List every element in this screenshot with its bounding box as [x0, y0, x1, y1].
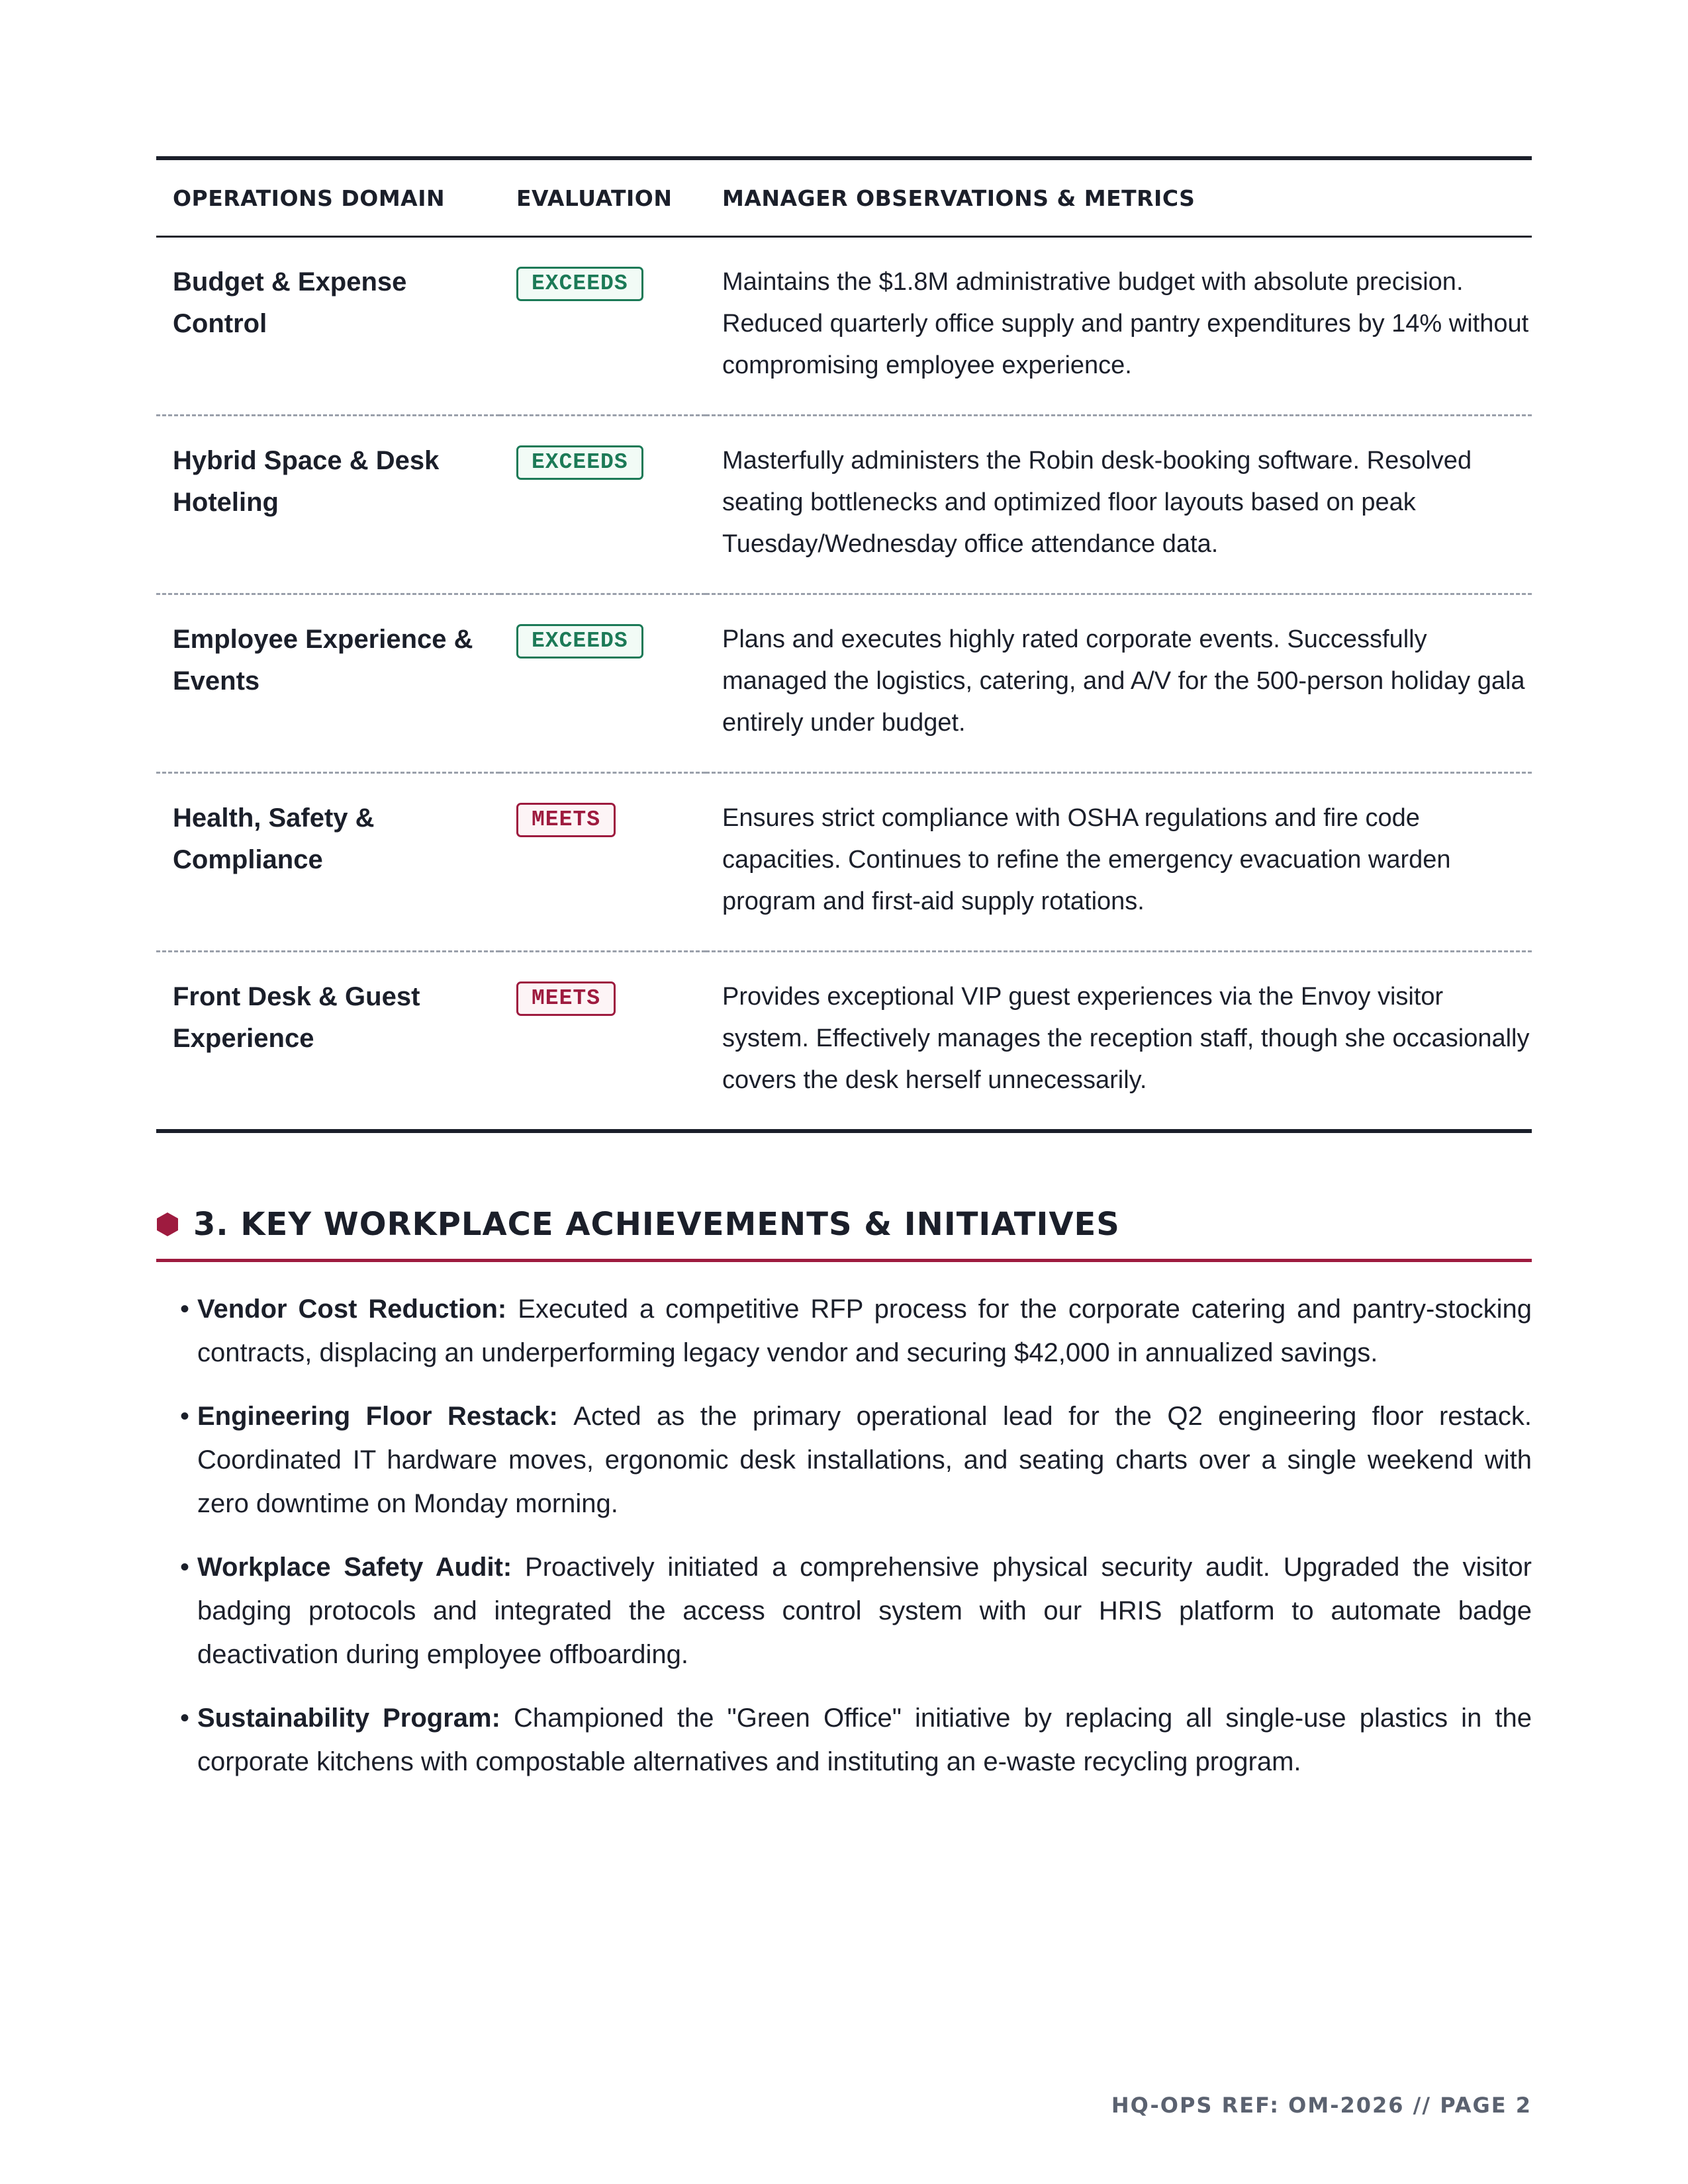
table-row	[156, 237, 1532, 416]
rating-badge: EXCEEDS	[516, 267, 643, 301]
bullet-text: Proactively initiated a comprehensive physical security audit. Upgraded the visitor badging protocols and integrated the access control system with our HRIS platform to automate badge deactivation during employee offboarding.	[197, 1553, 1532, 1669]
observation-cell: Plans and executes highly rated corporate events. Successfully managed the logistics, catering, and A/V for the 500-person holiday gala entirely under budget.	[722, 625, 1525, 737]
evaluation-table	[156, 156, 1532, 1133]
bullet-dot: •	[180, 1553, 190, 1582]
domain-cell: Budget & Expense Control	[173, 267, 407, 338]
achievements-list	[156, 1287, 1532, 1784]
observation-cell: Ensures strict compliance with OSHA regulations and fire code capacities. Continues to refine the emergency evacuation warden program and first-aid supply rotations.	[722, 804, 1451, 915]
domain-cell: Employee Experience & Events	[173, 625, 473, 696]
section-heading	[156, 1206, 1532, 1262]
table-header-row	[156, 158, 1532, 237]
section-title: 3. KEY WORKPLACE ACHIEVEMENTS & INITIATIVES	[193, 1206, 1120, 1243]
table-row	[156, 773, 1532, 952]
bullet-text: Executed a competitive RFP process for the corporate catering and pantry-stocking contracts, displacing an underperforming legacy vendor and securing $42,000 in annualized savings.	[197, 1295, 1532, 1367]
table-row	[156, 416, 1532, 594]
list-item	[156, 1696, 1532, 1784]
rating-badge: MEETS	[516, 803, 616, 837]
observation-cell: Maintains the $1.8M administrative budget with absolute precision. Reduced quarterly office supply and pantry expenditures by 14% without compromising employee experience.	[722, 268, 1529, 379]
table-row	[156, 594, 1532, 773]
header-observations: MANAGER OBSERVATIONS & METRICS	[722, 185, 1196, 211]
domain-cell: Health, Safety & Compliance	[173, 803, 375, 874]
list-item	[156, 1545, 1532, 1676]
page-footer: HQ-OPS REF: OM-2026 // PAGE 2	[1111, 2093, 1532, 2118]
header-evaluation: EVALUATION	[516, 185, 673, 211]
bullet-dot: •	[180, 1402, 190, 1431]
bullet-dot: •	[180, 1295, 190, 1324]
table-row	[156, 952, 1532, 1132]
domain-cell: Hybrid Space & Desk Hoteling	[173, 446, 440, 517]
bullet-text: Acted as the primary operational lead for the Q2 engineering floor restack. Coordinated IT hardware moves, ergonomic desk installations, and seating charts over a single weekend with zero downtime on Monday morning.	[197, 1402, 1532, 1518]
document-page	[156, 156, 1532, 1803]
rating-badge: MEETS	[516, 981, 616, 1016]
bullet-label: Engineering Floor Restack:	[197, 1402, 574, 1431]
list-item	[156, 1287, 1532, 1375]
bullet-dot: •	[180, 1704, 190, 1733]
observation-cell: Masterfully administers the Robin desk-booking software. Resolved seating bottlenecks and optimized floor layouts based on peak Tuesday/Wednesday office attendance data.	[722, 447, 1472, 558]
bullet-label: Workplace Safety Audit:	[197, 1553, 526, 1582]
header-operations-domain: OPERATIONS DOMAIN	[173, 185, 445, 211]
rating-badge: EXCEEDS	[516, 445, 643, 480]
rating-badge: EXCEEDS	[516, 624, 643, 659]
observation-cell: Provides exceptional VIP guest experiences via the Envoy visitor system. Effectively manages the reception staff, though she occasionally covers the desk herself unnecessarily.	[722, 983, 1530, 1094]
hexagon-icon	[156, 1212, 179, 1237]
bullet-label: Sustainability Program:	[197, 1704, 514, 1733]
bullet-label: Vendor Cost Reduction:	[197, 1295, 518, 1324]
list-item	[156, 1394, 1532, 1525]
bullet-text: Championed the "Green Office" initiative by replacing all single-use plastics in the corporate kitchens with compostable alternatives and instituting an e-waste recycling program.	[197, 1704, 1532, 1776]
domain-cell: Front Desk & Guest Experience	[173, 982, 420, 1053]
